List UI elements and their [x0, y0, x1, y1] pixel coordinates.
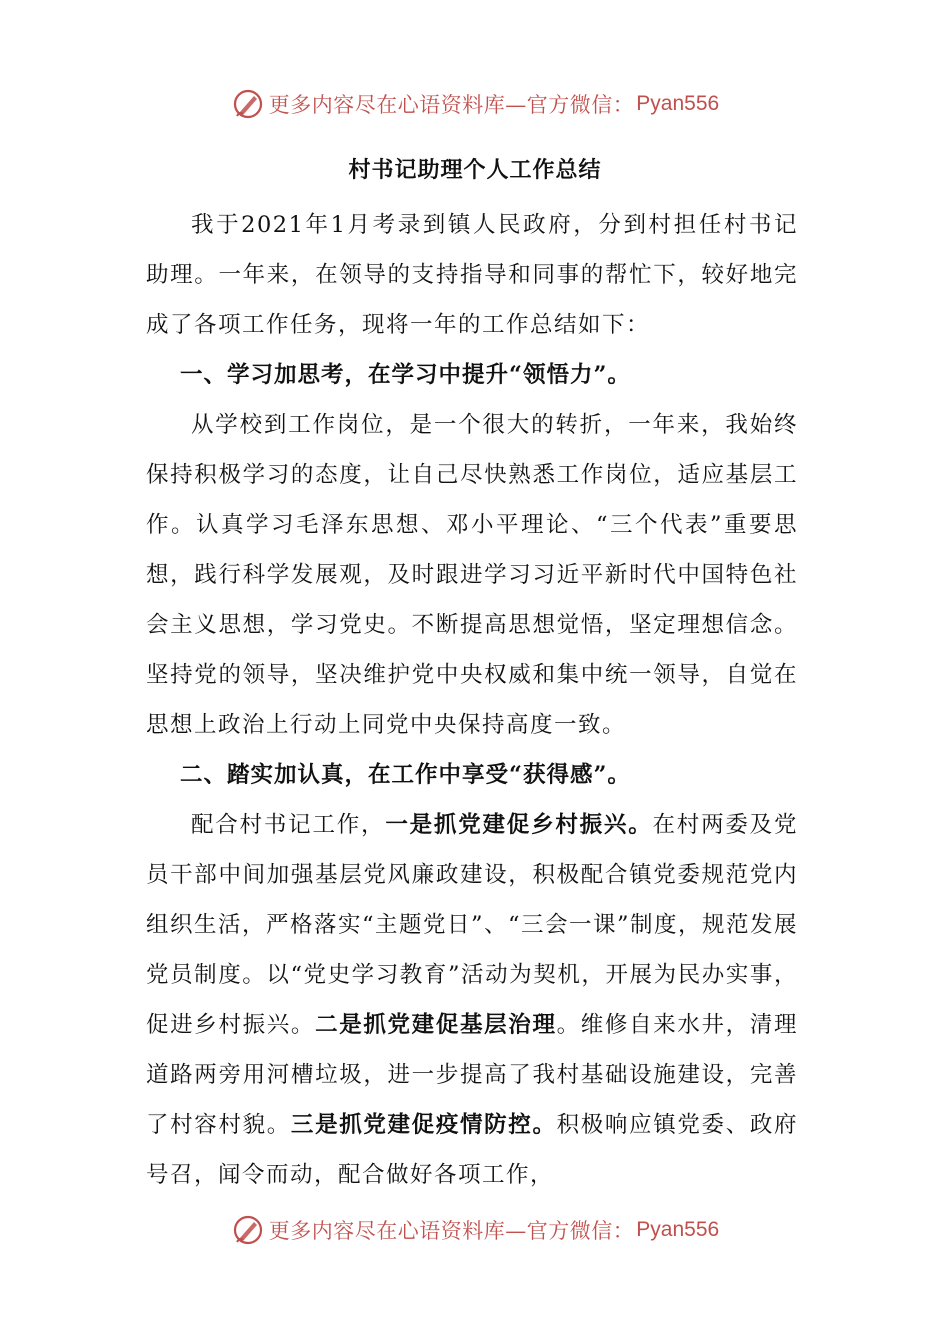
document-body: [146, 200, 798, 1200]
point-3-label: 三是抓党建促疫情防控。: [290, 1112, 557, 1138]
section-2-paragraph: [146, 800, 798, 1200]
point-1-label: 一是抓党建促乡村振兴。: [385, 812, 653, 838]
pen-logo-icon: [231, 1213, 265, 1247]
pen-logo-icon: [231, 87, 265, 121]
intro-paragraph: 我于2021年1月考录到镇人民政府，分到村担任村书记助理。一年来，在领导的支持指导和同事的帮忙下，较好地完成了各项工作任务，现将一年的工作总结如下：: [146, 212, 798, 338]
point-2-label: 二是抓党建促基层治理: [315, 1012, 557, 1038]
document-title: 村书记助理个人工作总结: [348, 157, 602, 183]
watermark-handle: Pyan556: [636, 1218, 720, 1241]
section-1-heading: 一、学习加思考，在学习中提升“领悟力”。: [180, 362, 631, 388]
watermark-text: 更多内容尽在心语资料库—官方微信：: [268, 93, 635, 117]
watermark-text: 更多内容尽在心语资料库—官方微信：: [268, 1219, 635, 1243]
footer-watermark: [0, 1210, 950, 1250]
point-1-text: 在村两委及党员干部中间加强基层党风廉政建设，积极配合镇党委规范党内组织生活，严格落实“主题党日”、“三会一课”制度，规范发展党员制度。以“党史学习教育”活动为契机，开展为民办实事，促进乡村振兴。: [146, 812, 799, 1038]
section-2-heading: 二、踏实加认真，在工作中享受“获得感”。: [180, 762, 631, 788]
section-2-lead: 配合村书记工作，: [191, 812, 386, 838]
point-3-text: 积极响应镇党委、政府号召，闻令而动，配合做好各项工作，: [146, 1112, 798, 1188]
section-1-paragraph: 从学校到工作岗位，是一个很大的转折，一年来，我始终保持积极学习的态度，让自己尽快熟悉工作岗位，适应基层工作。认真学习毛泽东思想、邓小平理论、“三个代表”重要思想，践行科学发展观，及时跟进学习习近平新时代中国特色社会主义思想，学习党史。不断提高思想觉悟，坚定理想信念。坚持党的领导，坚决维护党中央权威和集中统一领导，自觉在思想上政治上行动上同党中央保持高度一致。: [146, 412, 798, 738]
point-2-text: 。维修自来水井，清理道路两旁用河槽垃圾，进一步提高了我村基础设施建设，完善了村容村貌。: [146, 1012, 798, 1138]
watermark-handle: Pyan556: [636, 92, 720, 115]
header-watermark: [0, 84, 950, 124]
